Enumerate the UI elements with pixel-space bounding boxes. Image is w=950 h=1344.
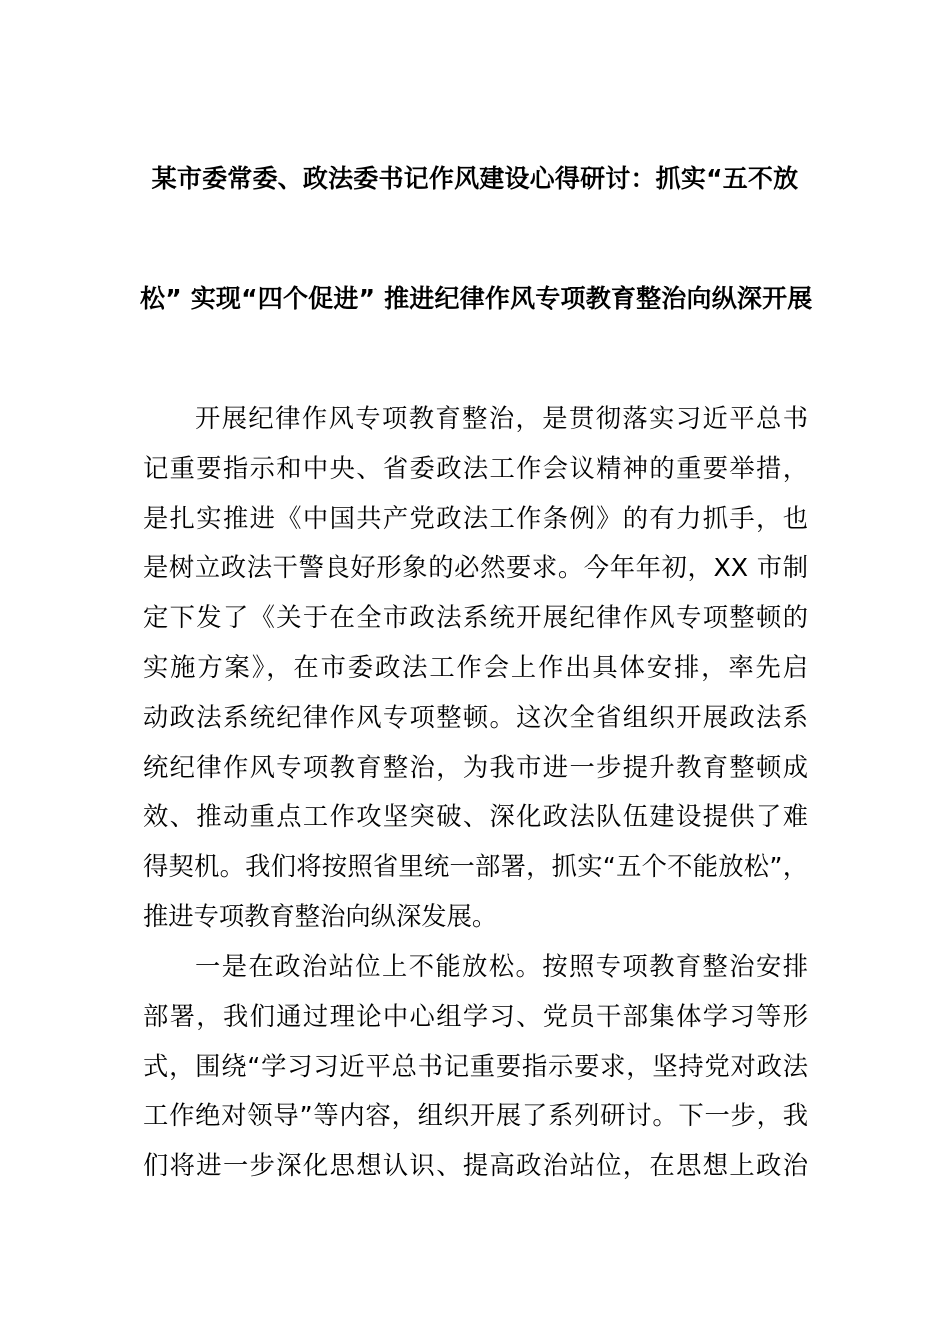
paragraph-intro: [143, 394, 808, 942]
document-title-line-2: 松” 实现“四个促进” 推进纪律作风专项教育整治向纵深开展: [140, 284, 813, 313]
paragraph-line: 工作绝对领导”等内容，组织开展了系列研讨。下一步，我: [143, 1101, 808, 1131]
paragraph-line: 实施方案》，在市委政法工作会上作出具体安排，率先启: [143, 652, 808, 682]
paragraph-line: 一是在政治站位上不能放松。按照专项教育整治安排: [195, 952, 808, 981]
paragraph-line: 定下发了《关于在全市政法系统开展纪律作风专项整顿的: [143, 603, 808, 633]
paragraph-line: 统纪律作风专项教育整治，为我市进一步提升教育整顿成: [143, 752, 808, 782]
paragraph-line: 式，围绕“学习习近平总书记重要指示要求，坚持党对政法: [143, 1051, 808, 1081]
paragraph-line: 效、推动重点工作攻坚突破、深化政法队伍建设提供了难: [143, 802, 808, 832]
paragraph-line: 是扎实推进《中国共产党政法工作条例》的有力抓手，也: [143, 503, 808, 533]
document-title-line-1: 某市委常委、政法委书记作风建设心得研讨：抓实“五不放: [151, 164, 799, 193]
paragraph-line: 开展纪律作风专项教育整治，是贯彻落实习近平总书: [195, 404, 808, 433]
paragraph-line: 部署，我们通过理论中心组学习、党员干部集体学习等形: [143, 1001, 808, 1031]
paragraph-line: 推进专项教育整治向纵深发展。: [143, 901, 498, 931]
paragraph-line: 记重要指示和中央、省委政法工作会议精神的重要举措，: [143, 453, 808, 483]
paragraph-line: 动政法系统纪律作风专项整顿。这次全省组织开展政法系: [143, 702, 808, 732]
paragraph-political-stance: [143, 942, 808, 1191]
paragraph-line: 得契机。我们将按照省里统一部署，抓实“五个不能放松”，: [143, 852, 808, 882]
paragraph-line: 们将进一步深化思想认识、提高政治站位，在思想上政治: [143, 1151, 808, 1181]
paragraph-line: 是树立政法干警良好形象的必然要求。今年年初，XX 市制: [143, 553, 808, 583]
